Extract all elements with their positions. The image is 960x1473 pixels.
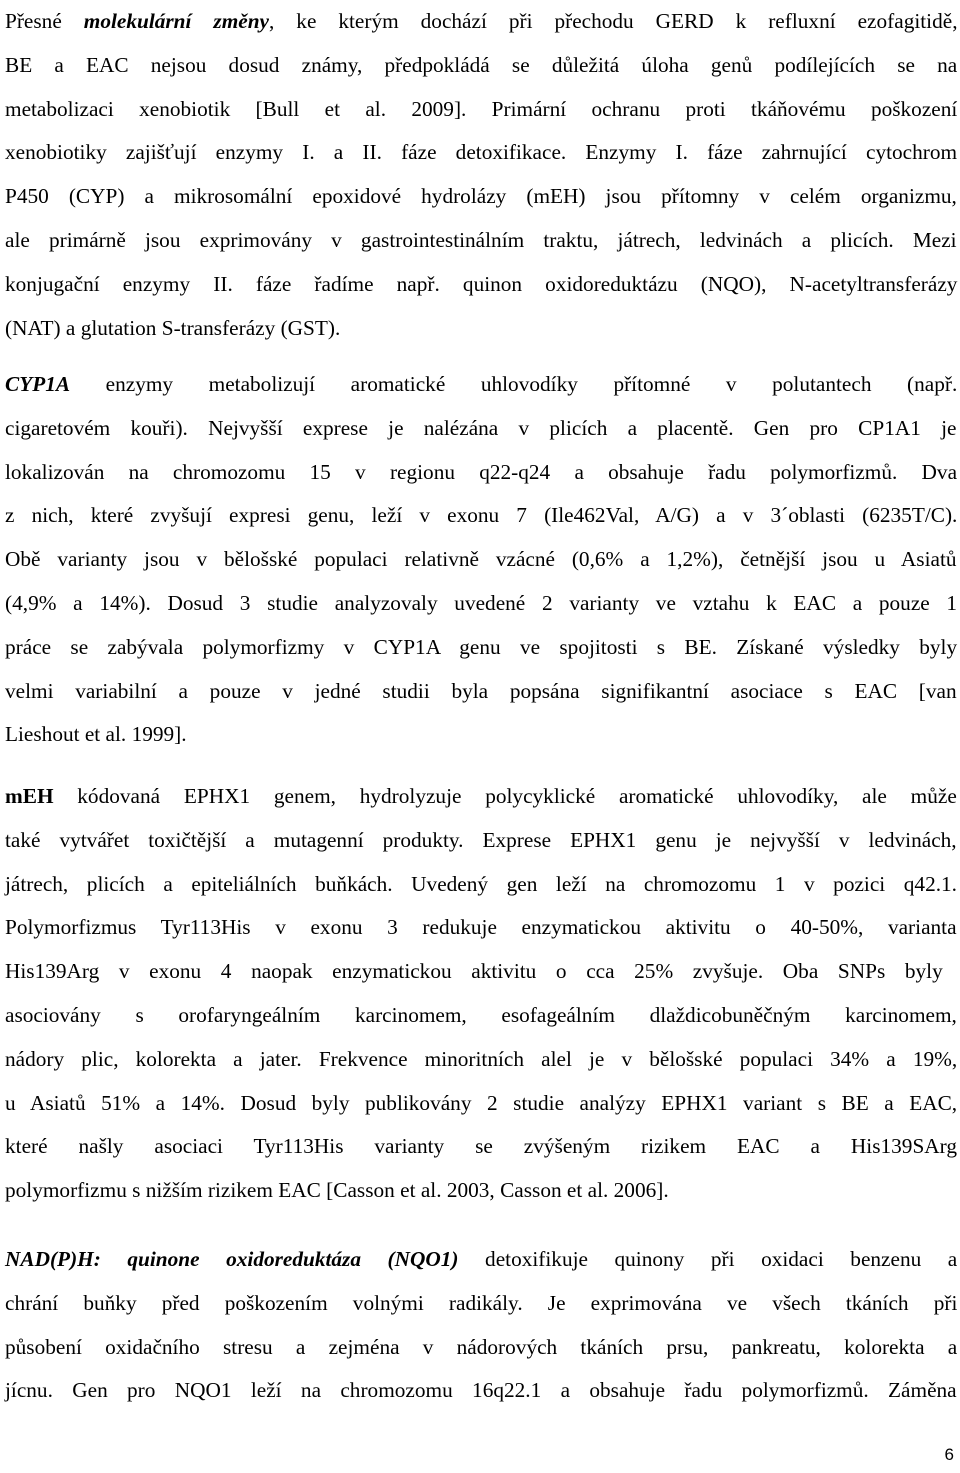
text-run: detoxifikuje quinony při oxidaci benzenu a xyxy=(458,1247,958,1271)
text-line: BE a EAC nejsou dosud známy, předpokládá se důležitá úloha genů podílejících se na xyxy=(5,52,958,77)
text-line: P450 (CYP) a mikrosomální epoxidové hydrolázy (mEH) jsou přítomny v celém organizmu, xyxy=(5,184,957,209)
text-line: lokalizován na chromozomu 15 v regionu q22-q24 a obsahuje řadu polymorfizmů. Dva xyxy=(5,459,958,484)
emphasis-term: molekulární změny xyxy=(83,9,270,33)
text-line: působení oxidačního stresu a zejména v nádorových tkáních prsu, pankreatu, kolorekta a xyxy=(5,1334,958,1359)
paragraph-cyp1a xyxy=(5,363,957,757)
text-run: enzymy metabolizují aromatické uhlovodíky přítomné v polutantech (např. xyxy=(70,372,958,396)
page-number: 6 xyxy=(944,1445,954,1464)
text-line: Lieshout et al. 1999]. xyxy=(5,722,187,747)
text-line: jícnu. Gen pro NQO1 leží na chromozomu 16q22.1 a obsahuje řadu polymorfizmů. Záměna xyxy=(5,1378,957,1403)
text-run: kódovaná EPHX1 genem, hydrolyzuje polycyklické aromatické uhlovodíky, ale může xyxy=(53,784,957,808)
text-line: chrání buňky před poškozením volnými radikály. Je exprimována ve všech tkáních při xyxy=(5,1290,958,1315)
text-line: nádory plic, kolorekta a jater. Frekvence minoritních alel je v bělošské populaci 34% a 19%, xyxy=(5,1046,958,1071)
text-line: asociovány s orofaryngeálním karcinomem, esofageálním dlaždicobuněčným karcinomem, xyxy=(5,1002,957,1027)
text-line: Polymorfizmus Tyr113His v exonu 3 redukuje enzymatickou aktivitu o 40-50%, varianta xyxy=(5,915,957,940)
text-line: u Asiatů 51% a 14%. Dosud byly publikovány 2 studie analýzy EPHX1 variant s BE a EAC, xyxy=(5,1090,958,1115)
bold-term: mEH xyxy=(5,784,54,808)
text-line: konjugační enzymy II. fáze řadíme např. quinon oxidoreduktázu (NQO), N-acetyltransferázy xyxy=(5,271,958,296)
text-line: Obě varianty jsou v bělošské populaci relativně vzácné (0,6% a 1,2%), četnější jsou u Asiatů xyxy=(5,547,957,572)
text-line: xenobiotiky zajišťují enzymy I. a II. fáze detoxifikace. Enzymy I. fáze zahrnující cytochrom xyxy=(5,140,958,165)
text-line: cigaretovém kouři). Nejvyšší exprese je nalézána v plicích a placentě. Gen pro CP1A1 je xyxy=(5,415,957,440)
emphasis-term: CYP1A xyxy=(5,372,71,396)
text-line xyxy=(5,775,957,819)
text-run: , ke kterým dochází při přechodu GERD k refluxní ezofagitidě, xyxy=(269,9,958,33)
text-line: velmi variabilní a pouze v jedné studii byla popsána signifikantní asociace s EAC [van xyxy=(5,678,957,703)
text-run: Přesné xyxy=(5,9,84,33)
text-line: práce se zabývala polymorfizmy v CYP1A genu ve spojitosti s BE. Získané výsledky byly xyxy=(5,634,958,659)
text-line: játrech, plicích a epiteliálních buňkách. Uvedený gen leží na chromozomu 1 v pozici q42.1. xyxy=(5,871,958,896)
text-line xyxy=(5,0,957,44)
paragraph-nqo1 xyxy=(5,1238,957,1413)
paragraph-meh xyxy=(5,775,957,1213)
text-line: polymorfizmu s nižším rizikem EAC [Casson et al. 2003, Casson et al. 2006]. xyxy=(5,1178,669,1203)
text-line: které našly asociaci Tyr113His varianty se zvýšeným rizikem EAC a His139SArg xyxy=(5,1134,958,1159)
text-line: ale primárně jsou exprimovány v gastrointestinálním traktu, játrech, ledvinách a plicích. Mezi xyxy=(5,227,957,252)
text-line: metabolizaci xenobiotik [Bull et al. 2009]. Primární ochranu proti tkáňovému poškození xyxy=(5,96,958,121)
text-line: His139Arg v exonu 4 naopak enzymatickou aktivitu o cca 25% zvyšuje. Oba SNPs byly xyxy=(5,959,943,984)
text-line: (4,9% a 14%). Dosud 3 studie analyzovaly uvedené 2 varianty ve vztahu k EAC a pouze 1 xyxy=(5,590,958,615)
text-line: také vytvářet toxičtější a mutagenní produkty. Exprese EPHX1 genu je nejvyšší v ledvinách, xyxy=(5,827,957,852)
emphasis-term: NAD(P)H: quinone oxidoreduktáza (NQO1) xyxy=(5,1247,459,1271)
text-line: (NAT) a glutation S-transferázy (GST). xyxy=(5,315,341,340)
text-line xyxy=(5,363,957,407)
text-line xyxy=(5,1238,957,1282)
paragraph-molecular-changes xyxy=(5,0,957,350)
text-line: z nich, které zvyšují expresi genu, leží v exonu 7 (Ile462Val, A/G) a v 3´oblasti (6235T/C). xyxy=(5,503,958,528)
